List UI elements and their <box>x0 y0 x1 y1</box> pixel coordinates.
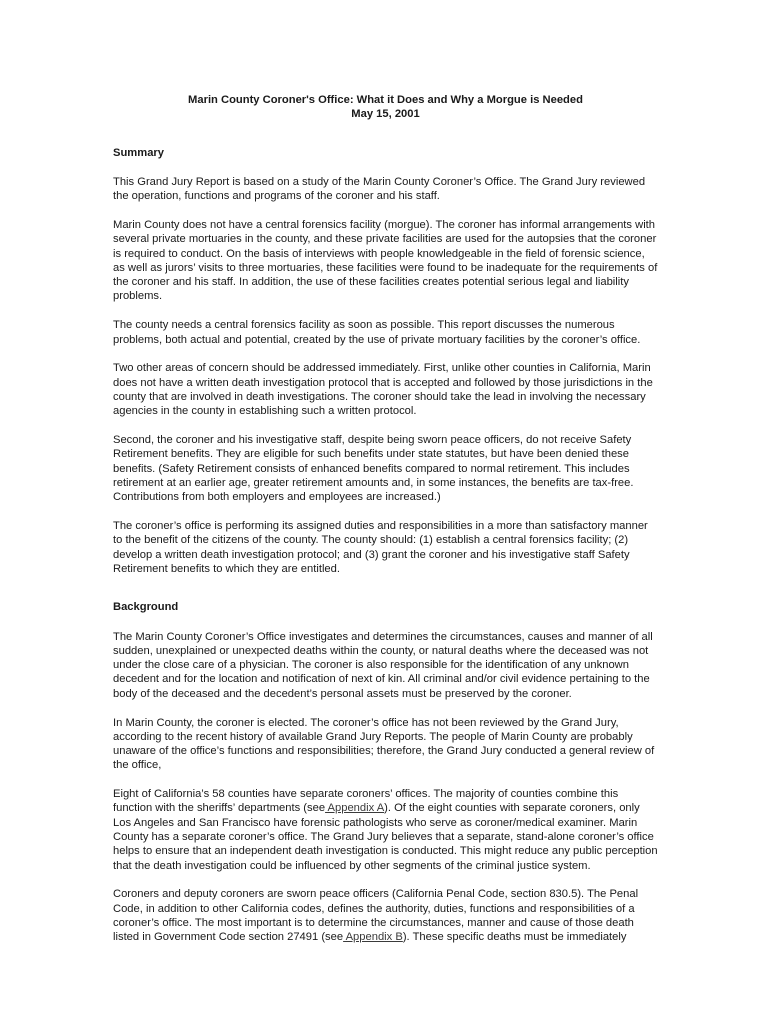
background-paragraph-2: In Marin County, the coroner is elected. The coroner’s office has not been reviewed by the Grand Jury, according to the recent history of available Grand Jury Reports. The people of Marin County are probably unaware of the office’s functions and responsibilities; therefore, the Grand Jury conducted a general review of the office, <box>113 716 655 772</box>
background-paragraph-3 <box>113 787 658 873</box>
appendix-a-link[interactable]: Appendix A <box>325 802 385 815</box>
summary-paragraph-2: Marin County does not have a central forensics facility (morgue). The coroner has informal arrangements with several private mortuaries in the county, and these private facilities are used for the autopsies that the coroner is required to conduct. On the basis of interviews with people knowledgeable in the field of forensic science, as well as jurors’ visits to three mortuaries, these facilities were found to be inadequate for the requirements of the coroner and his staff. In addition, the use of these facilities creates potential serious legal and liability problems. <box>113 218 658 303</box>
paragraph-text: Coroners and deputy coroners are sworn peace officers (California Penal Code, section 830.5). The Penal Code, in addition to other California codes, defines the authority, duties, functions and responsibilities of a coroner’s office. The most important is to determine the circumstances, manner and cause of those death listed in Government Code section 27491 (see <box>113 888 639 944</box>
paragraph-text: ). Of the eight counties with separate coroners, only Los Angeles and San Francisco have forensic pathologists who serve as coroner/medical examiner. Marin County has a separate coroner’s office. The Grand Jury believes that a separate, stand-alone coroner’s office helps to ensure that an independent death investigation is conducted. This might reduce any public perception that the death investigation could be influenced by other segments of the criminal justice system. <box>113 802 658 872</box>
background-paragraph-4 <box>113 887 658 944</box>
summary-heading: Summary <box>113 146 164 159</box>
document-date: May 15, 2001 <box>351 108 420 121</box>
paragraph-text: ). These specific deaths must be immediately <box>402 931 627 944</box>
document-page <box>113 93 658 945</box>
summary-paragraph-6: The coroner’s office is performing its assigned duties and responsibilities in a more than satisfactory manner to the benefit of the citizens of the county. The county should: (1) establish a central forensics facility; (2) develop a written death investigation protocol; and (3) grant the coroner and his investigative staff Safety Retirement benefits to which they are entitled. <box>113 520 648 575</box>
background-paragraph-1: The Marin County Coroner’s Office investigates and determines the circumstances, causes and manner of all sudden, unexplained or unexpected deaths within the county, or natural deaths where the deceased was not under the close care of a physician. The coroner is also responsible for the identification of any unknown decedent and for the location and notification of next of kin. All criminal and/or civil evidence pertaining to the body of the deceased and the decedent’s personal assets must be preserved by the coroner. <box>113 630 653 700</box>
summary-paragraph-1: This Grand Jury Report is based on a study of the Marin County Coroner’s Office. The Grand Jury reviewed the operation, functions and programs of the coroner and his staff. <box>113 175 646 203</box>
appendix-b-link[interactable]: Appendix B <box>343 931 403 944</box>
background-heading: Background <box>113 601 179 614</box>
paragraph-text: Eight of California’s 58 counties have separate coroners’ offices. The majority of counties combine this function with the sheriffs’ departments (see <box>113 788 619 815</box>
summary-paragraph-4: Two other areas of concern should be addressed immediately. First, unlike other counties in California, Marin does not have a written death investigation protocol that is accepted and followed by those jurisdictions in the county that are involved in death investigations. The coroner should take the lead in involving the necessary agencies in the county in establishing such a written protocol. <box>113 362 653 418</box>
summary-paragraph-5: Second, the coroner and his investigative staff, despite being sworn peace officers, do not receive Safety Retirement benefits. They are eligible for such benefits under state statutes, but have been denied these benefits. (Safety Retirement consists of enhanced benefits compared to normal retirement. This includes retirement at an earlier age, greater retirement amounts and, in some instances, the benefits are tax-free. Contributions from both employers and employees are increased.) <box>113 434 634 504</box>
document-title: Marin County Coroner's Office: What it Does and Why a Morgue is Needed <box>188 94 583 106</box>
summary-paragraph-3: The county needs a central forensics facility as soon as possible. This report discusses the numerous problems, both actual and potential, created by the use of private mortuary facilities by the coroner’s office. <box>113 319 641 346</box>
